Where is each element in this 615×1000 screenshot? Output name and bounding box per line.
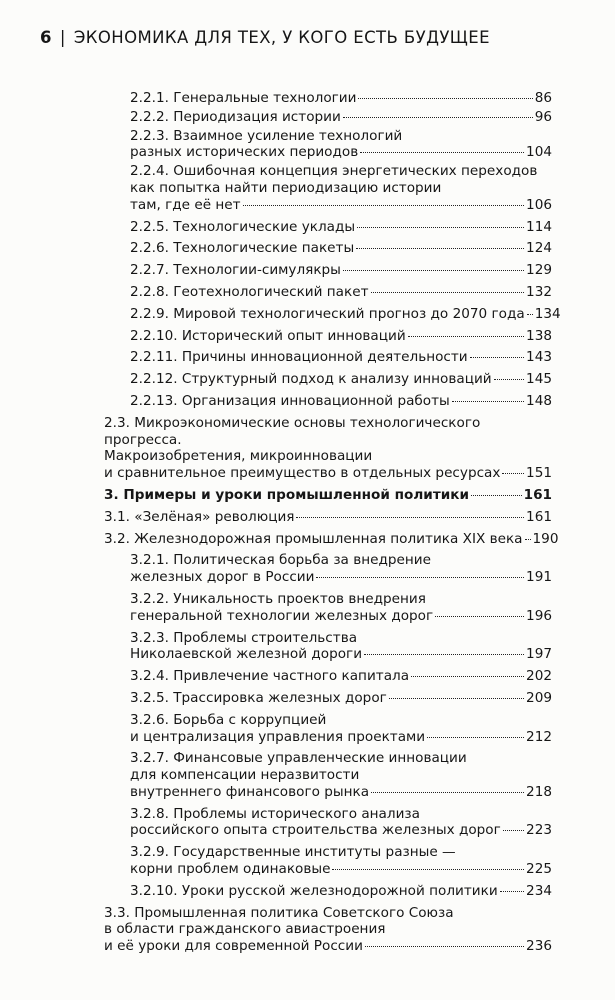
toc-page-number: 223: [526, 822, 552, 839]
toc-entry-title-line: и её уроки для современной России: [104, 938, 363, 955]
toc-entry-title-line: 3.2.5. Трассировка железных дорог: [130, 689, 387, 706]
toc-entry: [130, 90, 552, 107]
toc-entry: [130, 630, 552, 664]
toc-page-number: 129: [526, 262, 552, 279]
toc-page-number: 161: [523, 486, 552, 503]
toc-entry: [130, 305, 561, 323]
toc-entry: [130, 844, 552, 878]
toc-page-number: 104: [526, 144, 552, 161]
dot-leader: [365, 946, 524, 947]
toc-entry: [104, 530, 559, 548]
dot-leader: [316, 577, 524, 578]
toc-page-number: 212: [526, 728, 552, 745]
toc-entry-title-line: 3.2.10. Уроки русской железнодорожной политики: [130, 882, 498, 899]
book-title: ЭКОНОМИКА ДЛЯ ТЕХ, У КОГО ЕСТЬ БУДУЩЕЕ: [73, 28, 490, 47]
toc-entry-title-line: для компенсации неразвитости: [130, 767, 360, 784]
toc-entry-title-line: 2.2.1. Генеральные технологии: [130, 90, 357, 106]
toc-entry-title-line: 2.2.9. Мировой технологический прогноз до 2070 года: [130, 305, 525, 322]
table-of-contents: [104, 90, 561, 955]
dot-leader: [435, 616, 524, 617]
toc-entry: [130, 806, 552, 840]
toc-entry-title-line: 3.2. Железнодорожная промышленная политика XIX века: [104, 530, 523, 547]
dot-leader: [343, 117, 533, 118]
dot-leader: [371, 292, 525, 293]
toc-entry-title-line: 2.2.2. Периодизация истории: [130, 108, 341, 125]
dot-leader: [502, 473, 524, 474]
toc-entry: [130, 552, 552, 586]
page-header: [40, 28, 490, 47]
toc-entry-title-line: 3.3. Промышленная политика Советского Союза: [104, 904, 454, 921]
toc-page-number: 114: [526, 218, 552, 235]
dot-leader: [371, 792, 524, 793]
toc-entry-title-line: 2.3. Микроэкономические основы технологического прогресса.: [104, 414, 481, 448]
toc-entry-title-line: российского опыта строительства железных дорог: [130, 822, 501, 839]
toc-entry: [130, 163, 552, 213]
header-separator: |: [59, 28, 66, 47]
dot-leader: [364, 654, 524, 655]
toc-page-number: 134: [534, 305, 561, 322]
toc-page-number: 236: [526, 938, 552, 955]
toc-page-number: 202: [526, 668, 552, 685]
toc-entry-title-line: 2.2.5. Технологические уклады: [130, 218, 356, 235]
toc-page-number: 225: [526, 861, 552, 878]
toc-entry: [104, 905, 552, 955]
toc-entry-title-line: и сравнительное преимущество в отдельных ресурсах: [104, 465, 501, 482]
toc-entry-title-line: в области гражданского авиастроения: [104, 921, 386, 938]
dot-leader: [471, 495, 522, 496]
toc-entry: [130, 128, 552, 162]
dot-leader: [452, 401, 524, 402]
toc-entry-title-line: корни проблем одинаковые: [130, 861, 331, 878]
toc-page-number: 138: [526, 327, 552, 344]
toc-page-number: 106: [526, 196, 552, 213]
toc-entry: [130, 349, 552, 366]
dot-leader: [494, 379, 524, 380]
toc-entry-title-line: там, где её нет: [130, 196, 241, 213]
toc-page-number: 96: [534, 108, 552, 125]
toc-entry: [130, 712, 552, 746]
toc-entry-title-line: 3.2.7. Финансовые управленческие инновации: [130, 750, 467, 767]
toc-entry: [130, 328, 552, 345]
toc-entry-title-line: 3.2.6. Борьба с коррупцией: [130, 711, 327, 728]
toc-entry-title-line: 3.2.4. Привлечение частного капитала: [130, 668, 410, 685]
dot-leader: [332, 869, 524, 870]
toc-page-number: 218: [526, 783, 552, 800]
toc-entry: [104, 415, 552, 482]
toc-entry: [130, 591, 552, 625]
toc-page-number: 234: [526, 882, 552, 899]
toc-page-number: 143: [526, 349, 552, 366]
toc-page-number: 209: [526, 689, 552, 706]
toc-entry-title-line: 2.2.4. Ошибочная концепция энергетических переходов: [130, 163, 538, 180]
page-number: 6: [40, 28, 52, 47]
dot-leader: [525, 539, 531, 540]
toc-entry-title-line: 3.1. «Зелёная» революция: [104, 508, 295, 525]
dot-leader: [356, 248, 524, 249]
toc-entry: [130, 109, 552, 126]
toc-entry: [104, 509, 552, 526]
toc-entry-title-line: генеральной технологии железных дорог: [130, 607, 434, 624]
toc-entry: [130, 284, 552, 301]
dot-leader: [357, 227, 524, 228]
toc-entry-title-line: железных дорог в России: [130, 569, 315, 586]
dot-leader: [358, 98, 532, 99]
toc-entry-title-line: 2.2.13. Организация инновационной работы: [130, 392, 450, 409]
toc-entry-title-line: 3.2.9. Государственные институты разные —: [130, 844, 456, 861]
toc-entry-title-line: 2.2.3. Взаимное усиление технологий: [130, 127, 403, 144]
dot-leader: [296, 517, 524, 518]
toc-entry: [130, 371, 552, 388]
dot-leader: [411, 676, 524, 677]
toc-entry-title-line: Николаевской железной дороги: [130, 646, 363, 663]
toc-entry-title-line: 2.2.7. Технологии-симулякры: [130, 262, 341, 279]
toc-entry-title-line: внутреннего финансового рынка: [130, 783, 370, 800]
toc-page-number: 148: [526, 392, 552, 409]
toc-entry-title-line: 2.2.12. Структурный подход к анализу инноваций: [130, 371, 492, 388]
toc-page-number: 86: [534, 90, 552, 106]
toc-entry-title-line: 3. Примеры и уроки промышленной политики: [104, 486, 469, 503]
toc-entry-title-line: 3.2.2. Уникальность проектов внедрения: [130, 590, 426, 607]
toc-entry-title-line: 2.2.8. Геотехнологический пакет: [130, 283, 369, 300]
toc-page-number: 197: [526, 646, 552, 663]
toc-entry-title-line: 2.2.11. Причины инновационной деятельности: [130, 349, 468, 366]
toc-entry: [104, 487, 552, 504]
toc-page-number: 132: [526, 283, 552, 300]
dot-leader: [360, 152, 524, 153]
dot-leader: [427, 737, 524, 738]
toc-entry-title-line: и централизация управления проектами: [130, 728, 426, 745]
toc-page-number: 196: [526, 607, 552, 624]
toc-entry: [130, 393, 552, 410]
toc-entry: [130, 883, 552, 900]
toc-entry-title-line: 3.2.3. Проблемы строительства: [130, 629, 358, 646]
dot-leader: [343, 270, 524, 271]
dot-leader: [500, 891, 524, 892]
toc-page-number: 161: [526, 508, 552, 525]
dot-leader: [389, 698, 524, 699]
toc-entry-title-line: 3.2.1. Политическая борьба за внедрение: [130, 552, 431, 569]
toc-entry: [130, 219, 552, 236]
toc-entry-title-line: Макроизобретения, микроинновации: [104, 448, 373, 465]
toc-entry: [130, 668, 552, 685]
toc-entry: [130, 750, 552, 800]
toc-entry-title-line: как попытка найти периодизацию истории: [130, 179, 442, 196]
dot-leader: [503, 830, 524, 831]
toc-page-number: 145: [526, 371, 552, 388]
toc-page-number: 151: [526, 465, 552, 482]
toc-entry: [130, 690, 552, 707]
dot-leader: [408, 336, 524, 337]
toc-entry: [130, 262, 552, 279]
dot-leader: [527, 314, 533, 315]
toc-entry-title-line: разных исторических периодов: [130, 144, 359, 161]
toc-page-number: 190: [532, 530, 559, 547]
toc-entry-title-line: 3.2.8. Проблемы исторического анализа: [130, 805, 420, 822]
toc-entry: [130, 240, 552, 257]
dot-leader: [470, 357, 524, 358]
dot-leader: [243, 205, 524, 206]
toc-entry-title-line: 2.2.6. Технологические пакеты: [130, 240, 355, 257]
toc-entry-title-line: 2.2.10. Исторический опыт инноваций: [130, 327, 406, 344]
toc-page-number: 124: [526, 240, 552, 257]
toc-page-number: 191: [526, 569, 552, 586]
